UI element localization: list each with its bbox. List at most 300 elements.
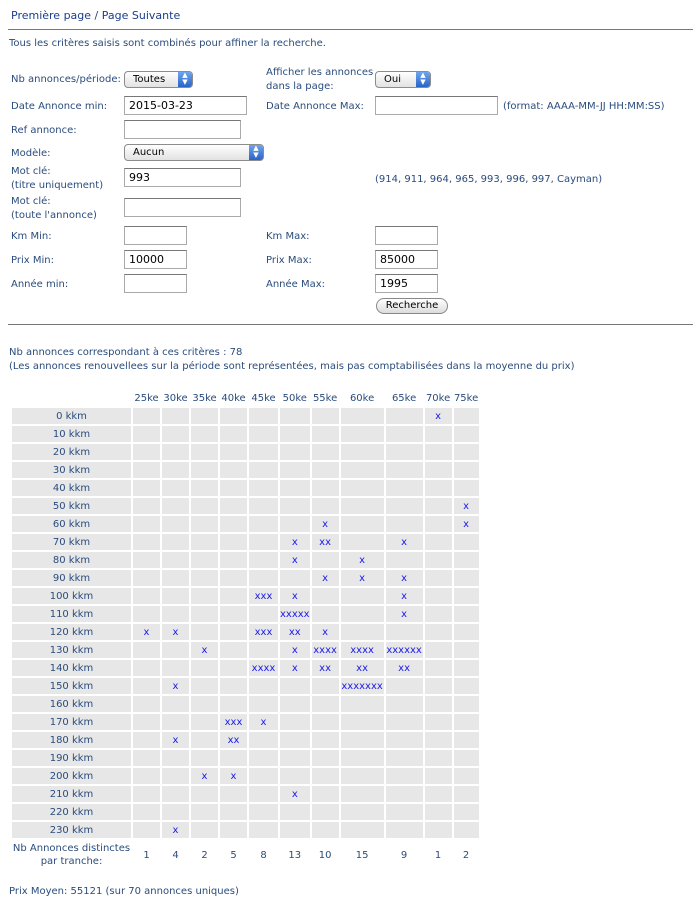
date-min-label: Date Annonce min:	[11, 101, 108, 112]
grid-cell	[454, 606, 479, 622]
grid-cell[interactable]: xxxxxxx	[341, 678, 384, 694]
grid-cell	[454, 696, 479, 712]
table-row	[12, 624, 479, 640]
grid-cell	[191, 498, 218, 514]
date-max-label: Date Annonce Max:	[266, 101, 364, 112]
afficher-value: Oui	[384, 74, 401, 85]
results-note: (Les annonces renouvellees sur la période sont représentées, mais pas comptabilisées dans la moyenne du prix)	[9, 361, 575, 372]
price-km-grid	[10, 388, 481, 872]
grid-cell	[249, 534, 278, 550]
grid-cell	[425, 786, 452, 802]
km-row-label: 100 kkm	[12, 588, 131, 604]
grid-cell	[162, 786, 189, 802]
grid-cell	[386, 768, 423, 784]
km-row-label: 20 kkm	[12, 444, 131, 460]
select-arrows-icon: ▲ ▼	[178, 72, 192, 87]
grid-cell	[133, 480, 160, 496]
grid-cell	[425, 570, 452, 586]
grid-cell	[386, 444, 423, 460]
grid-cell	[191, 480, 218, 496]
grid-cell[interactable]: xxx	[249, 624, 278, 640]
table-row	[12, 732, 479, 748]
grid-cell[interactable]: x	[386, 588, 423, 604]
grid-cell	[312, 480, 339, 496]
grid-cell	[386, 516, 423, 532]
table-row	[12, 768, 479, 784]
grid-cell[interactable]: x	[191, 642, 218, 658]
afficher-label-line1: Afficher les annonces	[266, 67, 374, 78]
grid-cell[interactable]: x	[425, 408, 452, 424]
grid-cell	[386, 714, 423, 730]
prix-max-input[interactable]: 85000	[375, 250, 438, 269]
grid-cell[interactable]: x	[312, 516, 339, 532]
divider-top	[8, 29, 693, 30]
grid-cell	[162, 480, 189, 496]
grid-cell	[249, 462, 278, 478]
table-row	[12, 714, 479, 730]
prix-min-label: Prix Min:	[11, 255, 54, 266]
grid-cell	[220, 624, 247, 640]
grid-cell	[312, 444, 339, 460]
grid-cell[interactable]: x	[280, 552, 310, 568]
grid-cell	[220, 444, 247, 460]
divider-middle	[8, 324, 693, 325]
grid-cell[interactable]: x	[133, 624, 160, 640]
grid-cell	[280, 462, 310, 478]
km-row-label: 220 kkm	[12, 804, 131, 820]
grid-cell	[425, 660, 452, 676]
grid-cell[interactable]: xxxxx	[280, 606, 310, 622]
grid-cell	[162, 426, 189, 442]
grid-body	[12, 408, 479, 870]
grid-cell	[280, 408, 310, 424]
ref-input[interactable]	[124, 120, 241, 139]
grid-cell	[425, 480, 452, 496]
grid-cell[interactable]: xxxx	[341, 642, 384, 658]
total-count: 4	[162, 840, 189, 870]
grid-cell	[191, 588, 218, 604]
grid-cell	[220, 480, 247, 496]
grid-cell	[454, 462, 479, 478]
nav-separator: /	[94, 9, 99, 22]
total-count: 5	[220, 840, 247, 870]
grid-cell	[425, 768, 452, 784]
grid-cell[interactable]: x	[280, 786, 310, 802]
grid-cell	[454, 822, 479, 838]
grid-cell	[312, 426, 339, 442]
grid-cell	[249, 570, 278, 586]
grid-cell[interactable]: x	[280, 588, 310, 604]
grid-cell	[280, 696, 310, 712]
grid-cell	[191, 462, 218, 478]
grid-cell	[454, 552, 479, 568]
grid-cell	[220, 606, 247, 622]
total-count: 2	[454, 840, 479, 870]
km-max-label: Km Max:	[266, 231, 310, 242]
grid-cell[interactable]: x	[220, 768, 247, 784]
grid-cell	[162, 768, 189, 784]
grid-cell	[454, 480, 479, 496]
grid-cell	[191, 678, 218, 694]
totals-row	[12, 840, 479, 870]
grid-cell	[425, 678, 452, 694]
grid-cell	[425, 624, 452, 640]
grid-cell	[162, 606, 189, 622]
km-row-label: 160 kkm	[12, 696, 131, 712]
motcle2-input[interactable]	[124, 198, 241, 217]
grid-cell	[425, 606, 452, 622]
grid-cell	[341, 606, 384, 622]
next-page-link[interactable]: Page Suivante	[101, 9, 181, 22]
grid-cell	[191, 552, 218, 568]
grid-cell[interactable]: xxx	[249, 588, 278, 604]
grid-cell	[312, 678, 339, 694]
grid-cell	[312, 732, 339, 748]
grid-cell	[133, 516, 160, 532]
km-row-label: 200 kkm	[12, 768, 131, 784]
grid-cell[interactable]: x	[386, 534, 423, 550]
grid-cell	[386, 624, 423, 640]
grid-cell	[454, 804, 479, 820]
grid-cell	[220, 426, 247, 442]
first-page-link[interactable]: Première page	[11, 9, 92, 22]
grid-cell	[249, 696, 278, 712]
grid-cell	[220, 534, 247, 550]
km-row-label: 90 kkm	[12, 570, 131, 586]
grid-cell[interactable]: xxxx	[249, 660, 278, 676]
date-min-input[interactable]: 2015-03-23	[124, 96, 247, 115]
grid-cell	[341, 768, 384, 784]
nb-annonces-select[interactable]	[124, 71, 193, 88]
grid-cell	[312, 768, 339, 784]
grid-cell	[312, 696, 339, 712]
grid-cell	[249, 606, 278, 622]
grid-cell	[162, 516, 189, 532]
grid-cell	[133, 642, 160, 658]
grid-cell[interactable]: xx	[341, 660, 384, 676]
motcle-input[interactable]: 993	[124, 168, 241, 187]
grid-cell	[425, 732, 452, 748]
grid-cell	[341, 750, 384, 766]
grid-cell	[280, 570, 310, 586]
grid-cell[interactable]: x	[249, 714, 278, 730]
grid-cell	[220, 660, 247, 676]
grid-cell	[386, 750, 423, 766]
km-row-label: 210 kkm	[12, 786, 131, 802]
grid-cell	[249, 444, 278, 460]
grid-cell	[312, 750, 339, 766]
grid-cell	[386, 462, 423, 478]
grid-cell	[312, 786, 339, 802]
grid-cell	[220, 804, 247, 820]
grid-cell	[280, 498, 310, 514]
grid-cell	[341, 804, 384, 820]
total-count: 2	[191, 840, 218, 870]
grid-cell	[191, 750, 218, 766]
totals-label-line2: par tranche:	[40, 856, 103, 867]
grid-cell	[280, 768, 310, 784]
grid-cell	[133, 804, 160, 820]
grid-cell	[191, 624, 218, 640]
grid-cell[interactable]: x	[162, 822, 189, 838]
grid-cell[interactable]: xx	[312, 660, 339, 676]
grid-cell	[341, 426, 384, 442]
grid-cell	[133, 498, 160, 514]
grid-cell	[280, 804, 310, 820]
nb-annonces-label: Nb annonces/période:	[11, 74, 121, 85]
table-row	[12, 678, 479, 694]
grid-cell	[386, 426, 423, 442]
grid-cell	[162, 444, 189, 460]
grid-cell[interactable]: xxxxxx	[386, 642, 423, 658]
grid-cell	[249, 804, 278, 820]
grid-cell	[425, 552, 452, 568]
grid-cell	[191, 714, 218, 730]
totals-label-line1: Nb Annonces distinctes	[12, 843, 131, 854]
grid-cell	[386, 552, 423, 568]
grid-cell	[454, 408, 479, 424]
grid-cell	[191, 426, 218, 442]
grid-cell	[425, 750, 452, 766]
grid-cell	[249, 642, 278, 658]
grid-cell	[425, 498, 452, 514]
km-row-label: 70 kkm	[12, 534, 131, 550]
grid-cell	[425, 444, 452, 460]
grid-cell[interactable]: x	[454, 516, 479, 532]
grid-cell	[249, 480, 278, 496]
km-row-label: 130 kkm	[12, 642, 131, 658]
table-row	[12, 408, 479, 424]
grid-cell	[454, 660, 479, 676]
grid-cell	[133, 588, 160, 604]
table-row	[12, 696, 479, 712]
grid-cell[interactable]: x	[162, 678, 189, 694]
grid-cell	[454, 534, 479, 550]
grid-cell	[341, 534, 384, 550]
grid-cell	[220, 750, 247, 766]
grid-cell[interactable]: x	[162, 624, 189, 640]
table-row	[12, 534, 479, 550]
motcle2-label	[11, 195, 97, 223]
grid-cell	[280, 732, 310, 748]
grid-cell	[425, 642, 452, 658]
price-column-header: 65ke	[391, 392, 417, 404]
grid-cell	[280, 822, 310, 838]
grid-cell[interactable]: xxx	[220, 714, 247, 730]
grid-cell	[386, 408, 423, 424]
grid-cell	[386, 786, 423, 802]
grid-cell	[220, 408, 247, 424]
motcle2-label-line2: (toute l'annonce)	[11, 210, 97, 221]
km-min-input[interactable]	[124, 226, 187, 245]
grid-cell	[249, 516, 278, 532]
km-row-label: 140 kkm	[12, 660, 131, 676]
grid-cell	[425, 462, 452, 478]
grid-cell	[133, 660, 160, 676]
grid-cell	[454, 624, 479, 640]
motcle-label	[11, 165, 103, 193]
totals-label	[12, 840, 131, 870]
grid-cell	[249, 408, 278, 424]
grid-cell	[133, 426, 160, 442]
grid-cell[interactable]: xx	[280, 624, 310, 640]
grid-cell	[454, 714, 479, 730]
grid-cell	[341, 786, 384, 802]
grid-cell	[133, 570, 160, 586]
table-row	[12, 516, 479, 532]
km-max-input[interactable]	[375, 226, 438, 245]
grid-corner	[12, 390, 131, 406]
grid-cell	[312, 462, 339, 478]
grid-cell	[312, 498, 339, 514]
grid-cell[interactable]: x	[162, 732, 189, 748]
grid-cell	[454, 570, 479, 586]
grid-cell[interactable]: x	[312, 570, 339, 586]
table-row	[12, 822, 479, 838]
prix-moyen: Prix Moyen: 55121 (sur 70 annonces uniques)	[9, 886, 239, 897]
grid-cell	[386, 732, 423, 748]
select-arrows-icon: ▲ ▼	[249, 145, 263, 160]
select-arrows-icon: ▲ ▼	[416, 72, 430, 87]
grid-cell	[162, 588, 189, 604]
grid-cell	[133, 822, 160, 838]
grid-cell	[312, 408, 339, 424]
grid-cell	[191, 804, 218, 820]
grid-cell	[249, 552, 278, 568]
grid-cell	[386, 480, 423, 496]
grid-cell	[220, 642, 247, 658]
km-row-label: 60 kkm	[12, 516, 131, 532]
table-row	[12, 570, 479, 586]
km-row-label: 180 kkm	[12, 732, 131, 748]
km-min-label: Km Min:	[11, 231, 52, 242]
km-row-label: 230 kkm	[12, 822, 131, 838]
table-row	[12, 426, 479, 442]
grid-cell	[454, 732, 479, 748]
total-count: 1	[425, 840, 452, 870]
grid-cell[interactable]: x	[386, 570, 423, 586]
grid-cell	[162, 714, 189, 730]
annee-min-label: Année min:	[11, 279, 69, 290]
grid-cell	[454, 750, 479, 766]
grid-cell	[249, 768, 278, 784]
grid-cell	[191, 444, 218, 460]
grid-cell	[454, 588, 479, 604]
grid-cell	[386, 822, 423, 838]
grid-cell	[341, 588, 384, 604]
annee-min-input[interactable]	[124, 274, 187, 293]
grid-cell	[162, 408, 189, 424]
grid-cell[interactable]: x	[280, 642, 310, 658]
grid-cell	[220, 462, 247, 478]
grid-cell[interactable]: x	[191, 768, 218, 784]
grid-cell	[312, 552, 339, 568]
table-row	[12, 750, 479, 766]
date-max-input[interactable]	[375, 96, 498, 115]
table-row	[12, 642, 479, 658]
grid-cell[interactable]: x	[386, 606, 423, 622]
grid-cell	[133, 768, 160, 784]
grid-cell	[425, 588, 452, 604]
grid-cell[interactable]: x	[280, 534, 310, 550]
grid-cell	[191, 408, 218, 424]
grid-cell	[133, 678, 160, 694]
grid-cell	[454, 642, 479, 658]
km-row-label: 0 kkm	[12, 408, 131, 424]
grid-cell[interactable]: xxxx	[312, 642, 339, 658]
grid-cell	[280, 444, 310, 460]
km-row-label: 30 kkm	[12, 462, 131, 478]
modele-select[interactable]	[124, 144, 264, 161]
grid-cell[interactable]: xx	[386, 660, 423, 676]
grid-cell	[341, 444, 384, 460]
annee-max-input[interactable]: 1995	[375, 274, 438, 293]
total-count: 1	[133, 840, 160, 870]
grid-cell	[341, 624, 384, 640]
grid-cell	[191, 516, 218, 532]
total-count: 9	[386, 840, 423, 870]
prix-min-input[interactable]: 10000	[124, 250, 187, 269]
grid-cell	[425, 534, 452, 550]
km-row-label: 170 kkm	[12, 714, 131, 730]
results-count: Nb annonces correspondant à ces critères : 78	[9, 347, 243, 358]
grid-header-row	[12, 390, 479, 406]
afficher-label-line2: dans la page:	[266, 81, 334, 92]
grid-cell	[133, 750, 160, 766]
recherche-button[interactable]: Recherche	[376, 298, 448, 314]
km-row-label: 110 kkm	[12, 606, 131, 622]
grid-cell	[162, 660, 189, 676]
grid-cell[interactable]: x	[341, 570, 384, 586]
grid-cell[interactable]: xx	[312, 534, 339, 550]
grid-cell	[162, 570, 189, 586]
grid-cell	[425, 714, 452, 730]
intro-text: Tous les critères saisis sont combinés pour affiner la recherche.	[9, 38, 326, 49]
price-column-header: 60ke	[349, 392, 375, 404]
grid-cell[interactable]: xx	[220, 732, 247, 748]
grid-cell	[312, 804, 339, 820]
grid-cell[interactable]: x	[341, 552, 384, 568]
grid-cell	[280, 480, 310, 496]
grid-cell	[280, 750, 310, 766]
grid-cell	[386, 696, 423, 712]
table-row	[12, 588, 479, 604]
km-row-label: 10 kkm	[12, 426, 131, 442]
nb-annonces-value: Toutes	[133, 74, 166, 85]
grid-cell[interactable]: x	[280, 660, 310, 676]
km-row-label: 50 kkm	[12, 498, 131, 514]
afficher-select[interactable]	[375, 71, 431, 88]
grid-cell	[133, 732, 160, 748]
table-row	[12, 480, 479, 496]
grid-cell[interactable]: x	[312, 624, 339, 640]
modele-value: Aucun	[133, 147, 165, 158]
grid-cell	[280, 516, 310, 532]
grid-cell	[280, 426, 310, 442]
grid-cell	[312, 606, 339, 622]
grid-cell[interactable]: x	[454, 498, 479, 514]
top-nav	[11, 9, 180, 22]
km-row-label: 150 kkm	[12, 678, 131, 694]
grid-cell	[280, 714, 310, 730]
grid-cell	[454, 786, 479, 802]
modele-label: Modèle:	[11, 148, 51, 159]
grid-cell	[133, 606, 160, 622]
grid-cell	[162, 750, 189, 766]
grid-cell	[341, 732, 384, 748]
km-row-label: 80 kkm	[12, 552, 131, 568]
grid-cell	[386, 678, 423, 694]
